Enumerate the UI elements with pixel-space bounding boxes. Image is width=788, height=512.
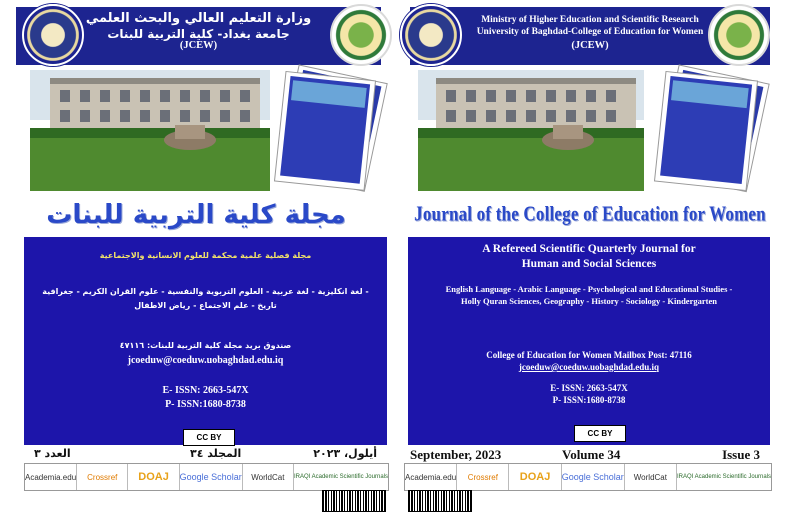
worldcat-logo: WorldCat (625, 464, 677, 490)
academia-logo: Academia.edu (405, 464, 457, 490)
volume-en: Volume 34 (562, 447, 621, 462)
email-ar: jcoeduw@coeduw.uobaghdad.edu.iq (127, 355, 284, 366)
journal-abbrev: (JCEW) (571, 40, 609, 51)
journal-covers-stack (646, 66, 772, 196)
google-scholar-logo: Google Scholar (180, 464, 243, 490)
eissn-en: E- ISSN: 2663-547X (550, 383, 628, 393)
journal-covers-stack (266, 66, 386, 196)
crossref-logo: Crossref (77, 464, 128, 490)
barcode (408, 490, 472, 512)
fields-line2-ar: تاريخ - علم الاجتماع - رياض الاطفال (134, 301, 277, 310)
university-name-en: University of Baghdad-College of Education for Women (476, 27, 704, 37)
cc-license-badge: CC BY (183, 429, 235, 446)
volume-ar: المجلد ٣٤ (190, 447, 242, 460)
indexing-logos-bar (24, 463, 389, 491)
indexing-logos-bar (404, 463, 772, 491)
crossref-logo: Crossref (457, 464, 509, 490)
date-en: September, 2023 (410, 447, 502, 462)
ministry-name-ar: وزارة التعليم العالي والبحث العلمي (85, 11, 312, 26)
fields-line2-en: Holly Quran Sciences, Geography - History - Sociology - Kindergarten (461, 296, 717, 306)
english-cover (398, 0, 782, 512)
mailbox-en: College of Education for Women Mailbox Post: 47116 (486, 350, 692, 360)
worldcat-logo: WorldCat (243, 464, 294, 490)
university-name-ar: جامعة بغداد- كلية التربية للبنات (107, 27, 290, 41)
mailbox-ar: صندوق بريد مجلة كلية التربية للبنات: ٤٧١١٦ (119, 341, 292, 350)
journal-subtitle-en-line1: A Refereed Scientific Quarterly Journal for (482, 243, 696, 255)
fields-line1-en: English Language - Arabic Language - Psychological and Educational Studies - (445, 284, 733, 294)
eissn-ar: E- ISSN: 2663-547X (162, 385, 249, 396)
journal-info-box-ar (24, 237, 387, 445)
doaj-logo: DOAJ (509, 464, 561, 490)
issue-info-en (410, 447, 770, 462)
issue-info-ar (30, 447, 385, 462)
google-scholar-logo: Google Scholar (562, 464, 625, 490)
ministry-name-en: Ministry of Higher Education and Scientific Research (481, 15, 699, 25)
academia-logo: Academia.edu (25, 464, 77, 490)
issue-ar: العدد ٣ (34, 447, 71, 460)
journal-abbrev: (JCEW) (179, 40, 218, 51)
iraqi-journals-logo: IRAQI Academic Scientific Journals (676, 474, 772, 480)
pissn-ar: P- ISSN:1680-8738 (165, 399, 246, 410)
doaj-logo: DOAJ (128, 464, 179, 490)
date-ar: أيلول، ٢٠٢٣ (313, 447, 377, 460)
university-logo (22, 4, 84, 66)
journal-title-en: Journal of the College of Education for Women (414, 201, 766, 226)
issue-en: Issue 3 (722, 447, 760, 462)
fields-line1-ar: لغة انكليزية - لغة عربية - العلوم التربوية والنفسية - علوم القران الكريم - جغرافية - (42, 287, 369, 296)
cc-license-badge: CC BY (574, 425, 626, 442)
email-en: jcoeduw@coeduw.uobaghdad.edu.iq (518, 362, 660, 372)
university-logo (400, 4, 462, 66)
journal-subtitle-ar: مجلة فصلية علمية محكمة للعلوم الانسانية والاجتماعية (99, 251, 312, 260)
journal-subtitle-en-line2: Human and Social Sciences (521, 258, 657, 270)
journal-info-box-en (408, 237, 770, 445)
pissn-en: P- ISSN:1680-8738 (552, 395, 626, 405)
college-building-photo (418, 70, 644, 191)
journal-title-ar: مجلة كلية التربية للبنات (46, 200, 346, 230)
barcode (322, 490, 386, 512)
college-logo (708, 4, 770, 66)
college-logo (330, 4, 392, 66)
college-building-photo (30, 70, 270, 191)
iraqi-journals-logo: IRAQI Academic Scientific Journals (293, 474, 388, 480)
arabic-cover (4, 0, 388, 512)
